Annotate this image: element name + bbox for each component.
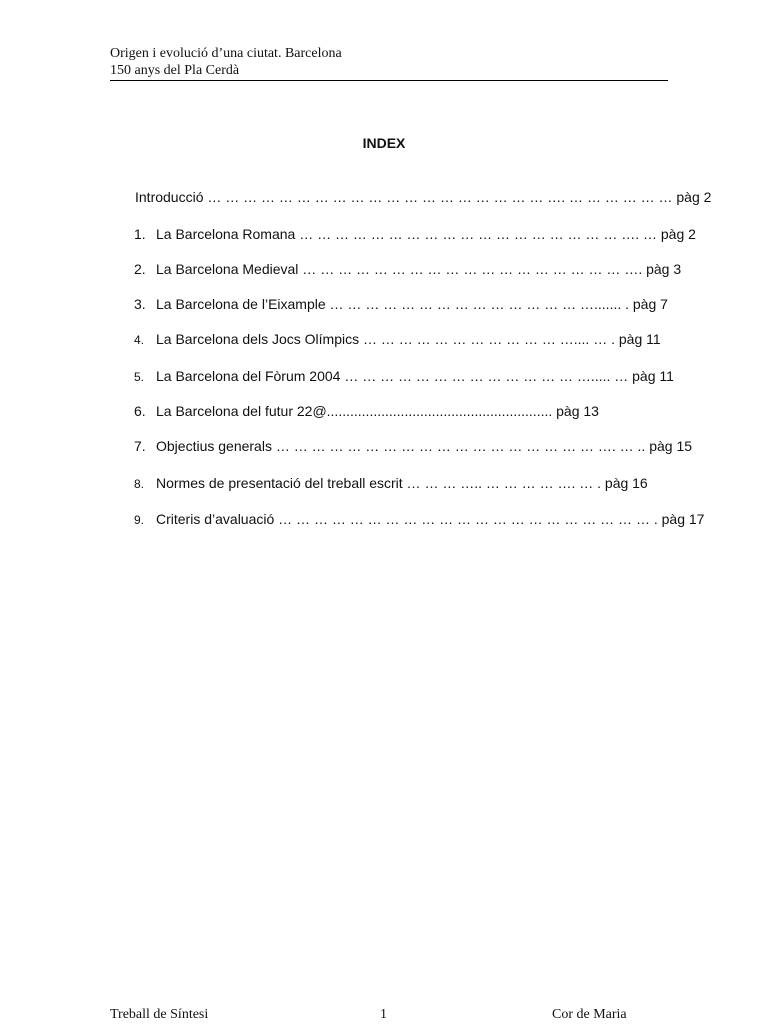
toc-entry-6: [134, 402, 599, 420]
toc-entry-number: 3.: [134, 296, 146, 312]
toc-entry-text: Normes de presentació del treball escrit … … … ….. … … … … …. … . pàg 16: [156, 475, 648, 491]
footer-school-name: Cor de Maria: [552, 1007, 627, 1022]
toc-entry-number: 1.: [134, 226, 146, 242]
toc-entry-4: [134, 330, 661, 349]
toc-entry-number: 8.: [134, 477, 145, 491]
toc-entry-1: [134, 225, 696, 243]
toc-entry-text: La Barcelona Romana … … … … … … … … … … … … … … … … … … …. … pàg 2: [156, 226, 696, 242]
toc-entry-3: [134, 295, 668, 313]
toc-entry-number: 6.: [134, 403, 146, 419]
toc-entry-text: La Barcelona del Fòrum 2004 … … … … … … … … … … … … … …..... … pàg 11: [156, 368, 674, 384]
toc-entry-text: La Barcelona de l’Eixample … … … … … … … … … … … … … … …....... . pàg 7: [156, 296, 668, 312]
footer-page-number: 1: [380, 1007, 387, 1022]
toc-entry-text: Objectius generals … … … … … … … … … … … … … … … … … … …. … .. pàg 15: [156, 438, 693, 454]
header-title-line: Origen i evolució d’una ciutat. Barcelona: [110, 46, 342, 61]
toc-entry-9: [134, 510, 704, 529]
toc-entry-number: 2.: [134, 261, 146, 277]
toc-entry-8: [134, 474, 648, 493]
toc-entry-text: La Barcelona del futur 22@.......................................................... pàg 13: [156, 403, 599, 419]
toc-entry-number: 7.: [134, 438, 146, 454]
footer-course-name: Treball de Síntesi: [110, 1007, 209, 1022]
toc-entry-5: [134, 367, 674, 386]
toc-entry-number: 5.: [134, 370, 145, 384]
toc-entry-text: Introducció … … … … … … … … … … … … … … … … … … … …. … … … … … … pàg 2: [135, 189, 712, 205]
toc-entry-text: La Barcelona dels Jocs Olímpics … … … … … … … … … … … ….... … . pàg 11: [156, 331, 661, 347]
page-header: [110, 45, 668, 81]
toc-entry-text: Criteris d’avaluació … … … … … … … … … … … … … … … … … … … … … . pàg 17: [156, 511, 705, 527]
header-subtitle-line: 150 anys del Pla Cerdà: [110, 63, 240, 78]
toc-entry-number: 9.: [134, 513, 145, 527]
toc-entry-text: La Barcelona Medieval … … … … … … … … … … … … … … … … … … …. pàg 3: [156, 261, 682, 277]
toc-entry-introduccio: [135, 188, 711, 206]
toc-entry-2: [134, 260, 681, 278]
toc-entry-number: 4.: [134, 333, 145, 347]
index-title: INDEX: [362, 135, 406, 151]
toc-entry-7: [134, 437, 692, 455]
